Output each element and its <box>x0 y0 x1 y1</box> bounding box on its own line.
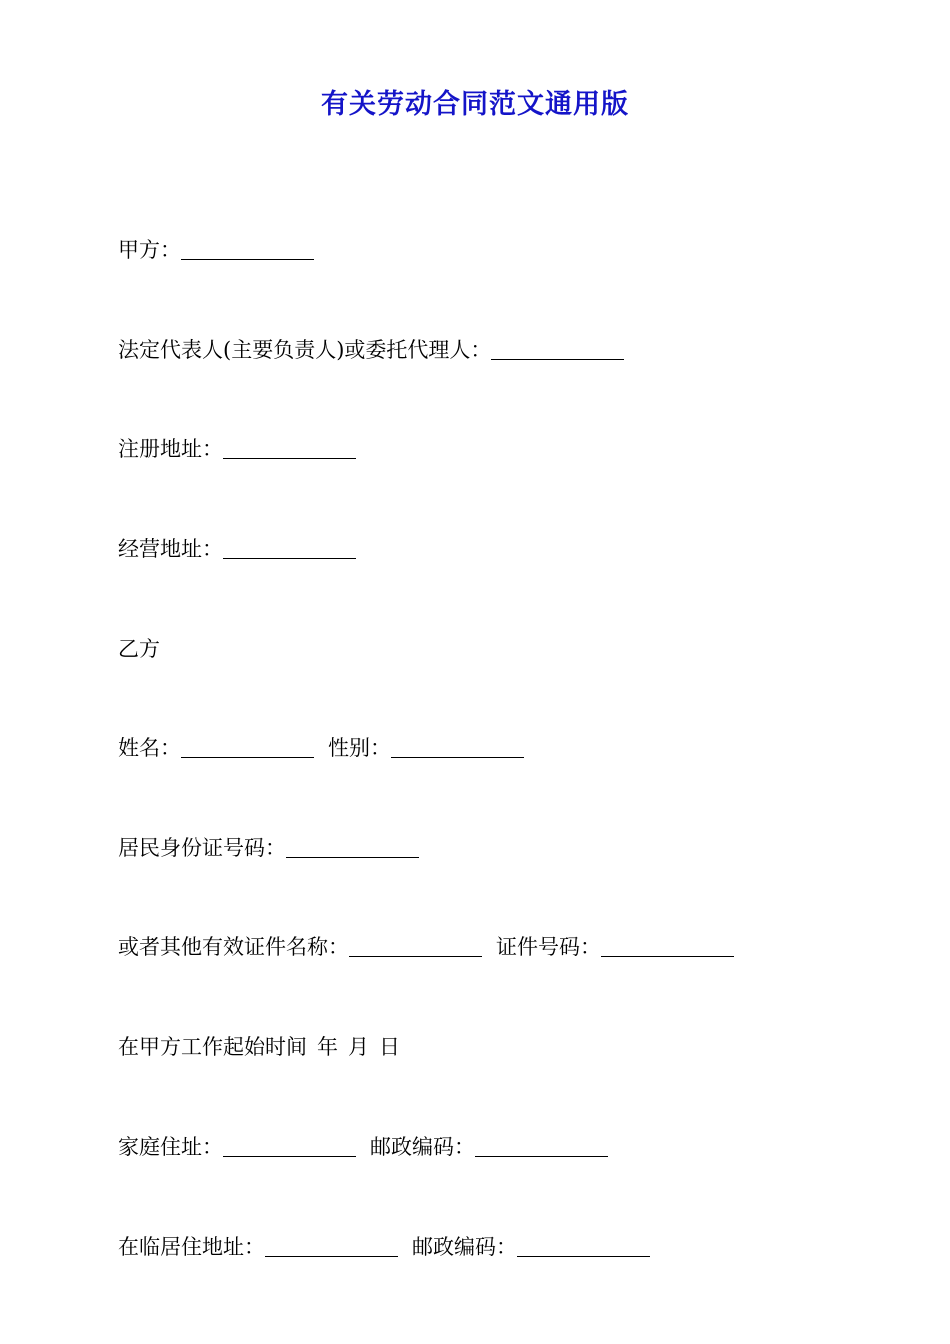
other-id-name-label: 或者其他有效证件名称： <box>118 935 349 959</box>
home-postcode-field[interactable] <box>475 1136 608 1157</box>
legal-representative-label: 法定代表人(主要负责人)或委托代理人： <box>118 338 492 362</box>
party-a-line <box>118 234 314 264</box>
name-gender-line <box>118 732 524 762</box>
business-address-label: 经营地址： <box>118 537 223 561</box>
gender-label: 性别： <box>328 736 391 760</box>
home-address-line <box>118 1131 608 1161</box>
start-date-line <box>118 1031 400 1061</box>
start-date-label: 在甲方工作起始时间 <box>118 1035 307 1059</box>
gender-field[interactable] <box>391 737 524 758</box>
id-number-line <box>118 832 419 862</box>
business-address-field[interactable] <box>223 538 356 559</box>
temporary-address-line <box>118 1231 650 1261</box>
party-b-label: 乙方 <box>118 637 160 661</box>
temporary-address-field[interactable] <box>265 1236 398 1257</box>
home-address-field[interactable] <box>223 1136 356 1157</box>
name-field[interactable] <box>181 737 314 758</box>
temporary-postcode-label: 邮政编码： <box>412 1235 517 1259</box>
party-b-line <box>118 633 160 663</box>
business-address-line <box>118 533 356 563</box>
temporary-postcode-field[interactable] <box>517 1236 650 1257</box>
id-number-label: 居民身份证号码： <box>118 836 286 860</box>
start-day-label: 日 <box>379 1035 400 1059</box>
start-year-label: 年 <box>317 1035 338 1059</box>
legal-representative-field[interactable] <box>491 339 624 360</box>
home-address-label: 家庭住址： <box>118 1135 223 1159</box>
registered-address-line <box>118 433 356 463</box>
temporary-address-label: 在临居住地址： <box>118 1235 265 1259</box>
name-label: 姓名： <box>118 736 181 760</box>
certificate-number-field[interactable] <box>601 936 734 957</box>
registered-address-field[interactable] <box>223 438 356 459</box>
legal-representative-line <box>118 334 624 364</box>
start-month-label: 月 <box>348 1035 369 1059</box>
home-postcode-label: 邮政编码： <box>370 1135 475 1159</box>
other-id-line <box>118 931 734 961</box>
party-a-label: 甲方： <box>118 238 181 262</box>
registered-address-label: 注册地址： <box>118 437 223 461</box>
document-title: 有关劳动合同范文通用版 <box>321 89 629 120</box>
id-number-field[interactable] <box>286 837 419 858</box>
party-a-field[interactable] <box>181 239 314 260</box>
certificate-number-label: 证件号码： <box>496 935 601 959</box>
other-id-name-field[interactable] <box>349 936 482 957</box>
